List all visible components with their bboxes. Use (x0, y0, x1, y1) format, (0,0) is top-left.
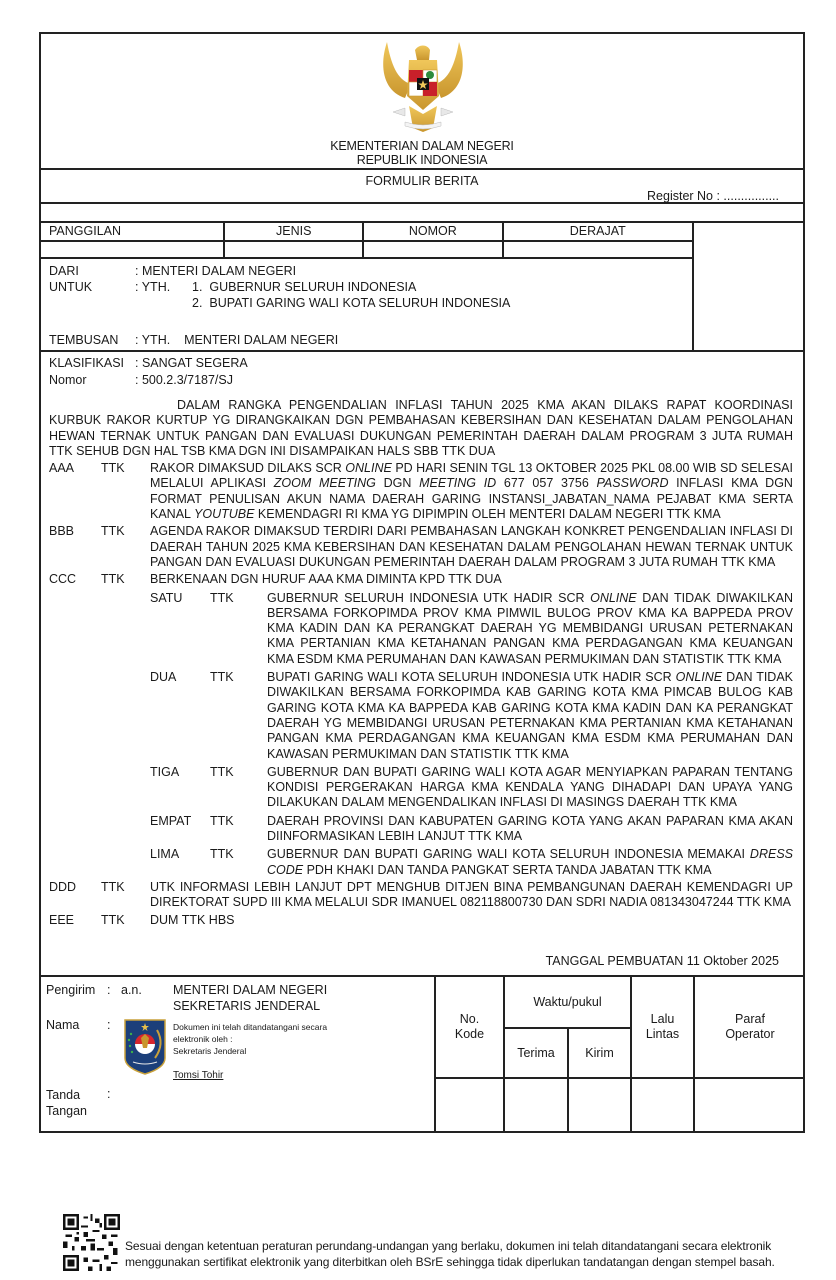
untuk-recipient-1: 1. GUBERNUR SELURUH INDONESIA (192, 280, 417, 294)
ministry-name: KEMENTERIAN DALAM NEGERI (330, 139, 514, 153)
item-ttk: TTK (101, 524, 125, 539)
paraf-label: Paraf (735, 1012, 765, 1027)
e-signature-footer (63, 1214, 823, 1274)
transmission-codes-table (436, 977, 803, 1131)
sub-item-ttk: TTK (210, 847, 234, 862)
nomor-value: : 500.2.3/7187/SJ (135, 372, 233, 387)
untuk-recipient-2: 2. BUPATI GARING WALI KOTA SELURUH INDONESIA (192, 296, 511, 310)
form-title: FORMULIR BERITA (365, 174, 479, 188)
dari-label: DARI (49, 264, 79, 278)
routing-section (41, 223, 803, 352)
sub-item-text: GUBERNUR DAN BUPATI GARING WALI KOTA AGAR MENYIAPKAN PAPARAN TENTANG KONDISI PERGERAKAN HARGA KMA KENDALA YANG DIHADAPI DAN UPAYA YANG DILAKUKAN DALAM MENGENDALIKAN INFLASI DI MASINGS DAERAH TTK KMA (267, 764, 793, 810)
footer-line-2: menggunakan sertifikat elektronik yang diterbitkan oleh BSrE sehingga tidak diperlukan tandatangan dengan stempel basah. (125, 1255, 775, 1269)
register-number: Register No : ................ (647, 189, 779, 203)
sub-item-text: BUPATI GARING WALI KOTA SELURUH INDONESIA UTK HADIR SCR ONLINE DAN TIDAK DIWAKILKAN BERSAMA FORKOPIMDA KAB GARING KOTA KMA PIMCAB BULOG KAB GARING KOTA KMA KA BAPPEDA KAB GARING KOTA KMA KADIN DAN KA PERANGKAT DAERAH YG MEMBIDANGI URUSAN PETERNAKAN KMA PERTANIAN KMA KETAHANAN PANGAN KMA PERDAGANGAN KMA KEUANGAN KMA ESDM KMA PERUMAHAN DAN KAWASAN PERMUKIMAN DAN STATISTIK TTK KMA (267, 670, 793, 761)
footer-line-1: Sesuai dengan ketentuan peraturan perundang-undangan yang berlaku, dokumen ini telah ditandatangani secara elektronik (125, 1239, 772, 1253)
message-sub-item (49, 814, 793, 845)
no-kode-value (436, 1079, 505, 1131)
blank-right-cell (694, 223, 803, 350)
column-jenis: JENIS (225, 223, 364, 240)
item-ttk: TTK (101, 879, 125, 894)
garuda-emblem-icon (375, 36, 471, 136)
sender-block (41, 977, 436, 1131)
sig-line-1: Dokumen ini telah ditandatangani secara (173, 1022, 328, 1033)
sub-item-ttk: TTK (210, 670, 234, 685)
sub-item-ttk: TTK (210, 813, 234, 828)
sub-item-text: GUBERNUR SELURUH INDONESIA UTK HADIR SCR ONLINE DAN TIDAK DIWAKILKAN BERSAMA FORKOPIMDA PROV KMA PIMWIL BULOG PROV KMA KA BAPPEDA PROV KMA KADIN DAN KA PERANGKAT DAERAH YG MEMBIDANGI URUSAN PETERNAKAN KMA PERTANIAN KMA KETAHANAN PANGAN KMA PERDAGANGAN KMA KEUANGAN KMA ESDM KMA PERUMAHAN DAN KAWASAN PERMUKIMAN DAN STATISTIK TTK KMA (267, 590, 794, 666)
item-text: AGENDA RAKOR DIMAKSUD TERDIRI DARI PEMBAHASAN LANGKAH KONKRET PENGENDALIAN INFLASI DI DAERAH TAHUN 2025 KMA KEBERSIHAN DAN KESEHATAN DALAM PENGOLAHAN HEWAN TERNAK UNTUK PANGAN DAN EVALUASI DUKUNGAN PEMERINTAH DAERAH DALAM PROGRAM 3 JUTA RUMAH TTK KMA (150, 524, 793, 569)
message-item (49, 913, 793, 928)
address-block (41, 259, 692, 350)
item-key: CCC (49, 572, 77, 587)
dari-value: : MENTERI DALAM NEGERI (135, 264, 297, 278)
signer-name: Tomsi Tohir (173, 1070, 224, 1082)
kirim-header: Kirim (569, 1029, 632, 1079)
paraf-operator-value (695, 1079, 805, 1131)
form-title-row (41, 170, 803, 204)
terima-header: Terima (505, 1029, 569, 1079)
intro-paragraph: DALAM RANGKA PENGENDALIAN INFLASI TAHUN 2025 KMA AKAN DILAKS RAPAT KOORDINASI KURBUK RAKOR KURTUP YG DIRANGKAIKAN DGN PEMBAHASAN KEBERSIHAN DAN KESEHATAN DALAM PENGOLAHAN HEWAN TERNAK UNTUK PANGAN DAN EVALUASI DUKUNGAN PEMERINTAH DAERAH DALAM PROGRAM 3 JUTA RUMAH TTK SEHUB DGN HAL TSB KMA DGN INI DISAMPAIKAN HALS SBB TTK DUA (49, 398, 793, 458)
sub-item-ttk: TTK (210, 590, 234, 605)
tangan-label: Tangan (46, 1104, 88, 1119)
untuk-label: UNTUK (49, 280, 93, 294)
lintas-label: Lintas (645, 1027, 680, 1042)
lalu-lintas-value (632, 1079, 695, 1131)
panggilan-value (41, 242, 225, 257)
nama-label: Nama (46, 1018, 80, 1033)
sub-item-ttk: TTK (210, 764, 234, 779)
item-text: RAKOR DIMAKSUD DILAKS SCR ONLINE PD HARI SENIN TGL 13 OKTOBER 2025 PKL 08.00 WIB SD SELESAI MELALUI APLIKASI ZOOM MEETING DGN MEETING ID 677 057 3756 PASSWORD INFLASI KMA DGN FORMAT PENULISAN AKUN NAMA DAERAH GARING INSTANSI_JABATAN_NAMA PEJABAT KMA SERTA KANAL YOUTUBE KEMENDAGRI RI KMA YG DIPIMPIN OLEH MENTERI DALAM NEGERI TTK KMA (150, 461, 793, 522)
message-sub-item (49, 670, 793, 762)
pengirim-label: Pengirim (46, 983, 96, 998)
item-text: DUM TTK HBS (150, 912, 235, 927)
column-nomor: NOMOR (364, 223, 504, 240)
tembusan-label: TEMBUSAN (49, 333, 119, 347)
item-key: AAA (49, 461, 75, 476)
column-panggilan: PANGGILAN (41, 223, 225, 240)
paraf-operator-header (695, 977, 805, 1079)
derajat-value (504, 242, 692, 257)
item-key: DDD (49, 879, 77, 894)
terima-value (505, 1079, 569, 1131)
klasifikasi-label: KLASIFIKASI (49, 356, 125, 370)
colon: : (107, 983, 111, 998)
kirim-value (569, 1079, 632, 1131)
kode-label: Kode (454, 1027, 485, 1042)
message-item (49, 572, 793, 587)
sig-line-3: Sekretaris Jenderal (173, 1046, 247, 1057)
jenis-value (225, 242, 364, 257)
blank-row (41, 204, 803, 223)
nomor-value (364, 242, 504, 257)
sender-name-line1: MENTERI DALAM NEGERI (173, 983, 328, 998)
document-header (41, 34, 803, 170)
no-kode-header (436, 977, 505, 1079)
qr-code-icon[interactable] (63, 1214, 120, 1271)
message-sub-item (49, 847, 793, 878)
no-label: No. (459, 1012, 480, 1027)
klasifikasi-value: : SANGAT SEGERA (135, 356, 248, 370)
sender-section (41, 977, 803, 1131)
item-ttk: TTK (101, 461, 125, 476)
country-name: REPUBLIK INDONESIA (356, 153, 488, 167)
item-key: EEE (49, 912, 75, 927)
tembusan-value: : YTH. MENTERI DALAM NEGERI (135, 333, 339, 347)
news-form-document (39, 32, 805, 1133)
sub-item-key: LIMA (150, 847, 180, 862)
creation-date: TANGGAL PEMBUATAN 11 Oktober 2025 (545, 953, 779, 968)
sub-item-key: EMPAT (150, 813, 192, 828)
lalu-label: Lalu (650, 1012, 675, 1027)
e-signature-note (173, 1021, 327, 1057)
colon: : (107, 1087, 111, 1102)
item-text: BERKENAAN DGN HURUF AAA KMA DIMINTA KPD TTK DUA (150, 572, 502, 587)
sig-line-2: elektronik oleh : (173, 1034, 233, 1045)
sub-item-text: GUBERNUR DAN BUPATI GARING WALI KOTA SELURUH INDONESIA MEMAKAI DRESS CODE PDH KHAKI DAN TANDA PANGKAT SERTA TANDA JABATAN TTK KMA (267, 847, 793, 877)
message-sub-item (49, 765, 793, 811)
tanda-label: Tanda (46, 1088, 81, 1103)
message-sub-item (49, 591, 793, 667)
item-text: UTK INFORMASI LEBIH LANJUT DPT MENGHUB DITJEN BINA PEMBANGUNAN DAERAH KEMENDAGRI UP DIREKTORAT SUPD III KMA MELALUI SDR IMANUEL 082118800730 DAN SDRI NADIA 081343047244 TTK KMA (150, 879, 793, 910)
colon: : (107, 1018, 111, 1033)
sub-item-key: SATU (150, 590, 183, 605)
sub-item-text: DAERAH PROVINSI DAN KABUPATEN GARING KOTA YANG AKAN PAPARAN KMA AKAN DIINFORMASIKAN LEBIH LANJUT TTK KMA (267, 813, 793, 844)
item-ttk: TTK (101, 572, 125, 587)
message-item (49, 461, 793, 522)
item-key: BBB (49, 524, 75, 539)
operator-label: Operator (725, 1027, 775, 1042)
sender-name-line2: SEKRETARIS JENDERAL (173, 998, 321, 1013)
nomor-label: Nomor (49, 372, 87, 387)
message-items (49, 461, 793, 928)
message-item (49, 880, 793, 911)
untuk-prefix: : YTH. (135, 280, 171, 294)
waktu-header: Waktu/pukul (505, 977, 632, 1029)
item-ttk: TTK (101, 912, 125, 927)
message-body (41, 352, 803, 977)
sub-item-key: DUA (150, 670, 177, 685)
message-item (49, 524, 793, 570)
column-derajat: DERAJAT (569, 224, 626, 238)
routing-header-row (41, 223, 692, 242)
sub-item-key: TIGA (150, 764, 180, 779)
an-label: a.n. (121, 983, 142, 998)
lalu-lintas-header (632, 977, 695, 1079)
kemendagri-seal-icon (123, 1018, 167, 1076)
routing-value-row (41, 242, 692, 259)
